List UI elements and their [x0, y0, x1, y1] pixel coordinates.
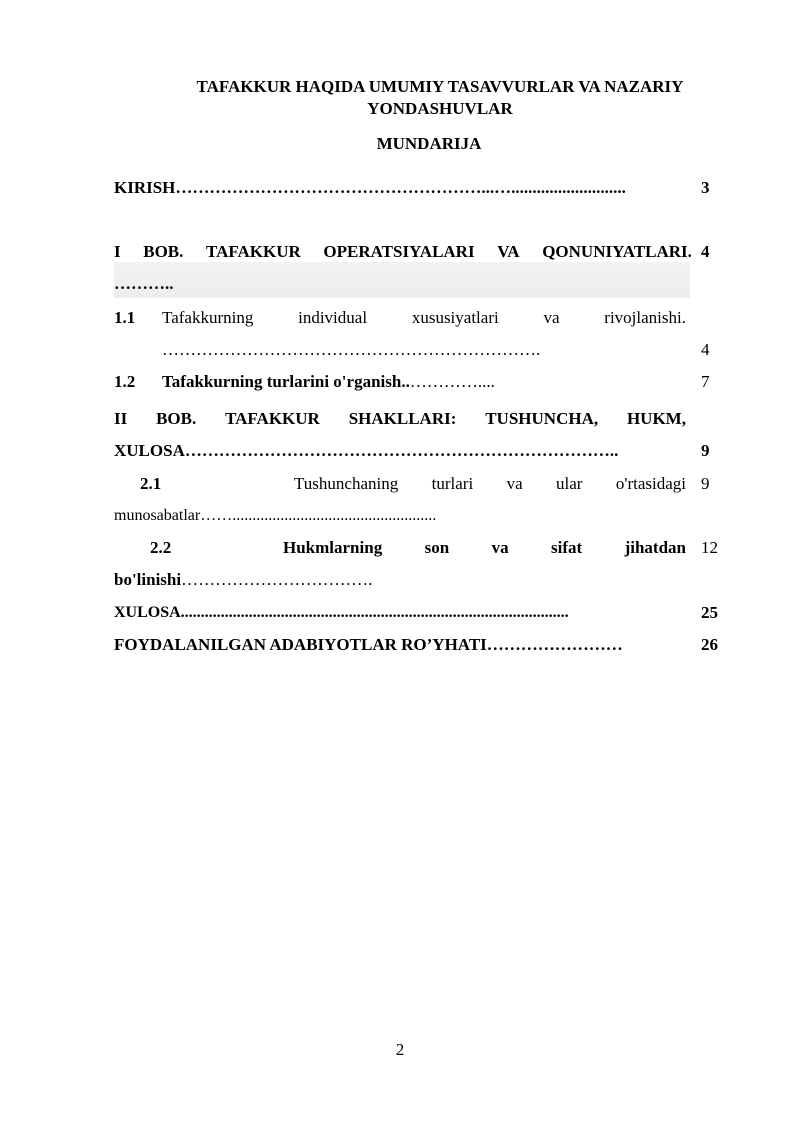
toc-entry-1-2-dots: …………....	[409, 372, 495, 391]
toc-heading: MUNDARIJA	[376, 134, 482, 153]
toc-entry-1-2-text: Tafakkurning turlarini o'rganish..	[162, 372, 410, 391]
toc-word: individual	[298, 308, 368, 327]
document-title: TAFAKKUR HAQIDA UMUMIY TASAVVURLAR VA NAZARIY YONDASHUVLAR	[196, 77, 684, 118]
toc-entry-2-2-dots: …………………………….	[181, 570, 373, 589]
toc-entry-kirish: KIRISH………………………………………………...…...........................	[114, 178, 626, 197]
toc-word: TAFAKKUR	[206, 242, 301, 261]
toc-page-1-2: 7	[701, 372, 710, 391]
highlight-band	[114, 262, 690, 298]
toc-entry-bob2-line1	[114, 409, 686, 429]
toc-entry-1-1-line1	[162, 308, 686, 328]
toc-entry-bob1-line1	[114, 242, 692, 262]
toc-entry-2-2-line2	[114, 570, 372, 590]
toc-word: turlari	[431, 474, 474, 493]
toc-entry-bob1-line2: ………..	[114, 274, 174, 293]
toc-word: TAFAKKUR	[225, 409, 320, 428]
toc-word: Tafakkurning	[162, 308, 254, 327]
toc-word: I	[114, 242, 121, 261]
toc-page-bob2: 9	[701, 441, 710, 460]
toc-word: va	[543, 308, 560, 327]
toc-number-2-2: 2.2	[150, 538, 172, 557]
toc-word: BOB.	[156, 409, 197, 428]
toc-page-adabiyot: 26	[701, 635, 718, 654]
toc-word: QONUNIYATLARI.	[542, 242, 692, 261]
toc-word: TUSHUNCHA,	[485, 409, 599, 428]
toc-page-bob1: 4	[701, 242, 710, 261]
toc-word: va	[491, 538, 509, 557]
toc-word: HUKM,	[626, 409, 686, 428]
toc-entry-2-1-line1	[294, 474, 686, 494]
toc-entry-1-1-dots: ………………………………………………………….	[162, 340, 541, 359]
toc-word: ular	[556, 474, 583, 493]
toc-word: Tushunchaning	[294, 474, 399, 493]
toc-entry-2-2-text: bo'linishi	[114, 570, 182, 589]
toc-word: o'rtasidagi	[615, 474, 686, 493]
toc-word: jihatdan	[624, 538, 686, 557]
toc-number-2-1: 2.1	[140, 474, 162, 493]
toc-page-1-1: 4	[701, 340, 710, 359]
toc-word: VA	[497, 242, 520, 261]
toc-word: rivojlanishi.	[604, 308, 686, 327]
toc-entry-1-2	[162, 372, 495, 392]
toc-number-1-2: 1.2	[114, 372, 136, 391]
toc-page-kirish: 3	[701, 178, 710, 197]
toc-word: II	[114, 409, 128, 428]
page-number: 2	[395, 1040, 405, 1059]
toc-word: Hukmlarning	[283, 538, 383, 557]
toc-word: OPERATSIYALARI	[323, 242, 475, 261]
toc-entry-xulosa: XULOSA.................................................................................................	[114, 604, 569, 621]
toc-page-2-2: 12	[701, 538, 718, 557]
toc-entry-bob2-line2: XULOSA…………………………………………………………………..	[114, 441, 619, 460]
toc-word: xususiyatlari	[411, 308, 499, 327]
toc-word: son	[424, 538, 450, 557]
toc-entry-2-1-line2: munosabatlar……...................................................	[114, 507, 437, 524]
toc-word: SHAKLLARI:	[348, 409, 457, 428]
toc-entry-adabiyot: FOYDALANILGAN ADABIYOTLAR RO’YHATI……………………	[114, 635, 623, 654]
toc-entry-2-2-line1	[283, 538, 686, 558]
toc-page-2-1: 9	[701, 474, 710, 493]
toc-word: va	[506, 474, 523, 493]
toc-word: sifat	[551, 538, 583, 557]
toc-word: BOB.	[143, 242, 184, 261]
toc-page-xulosa: 25	[701, 603, 718, 622]
toc-number-1-1: 1.1	[114, 308, 136, 327]
